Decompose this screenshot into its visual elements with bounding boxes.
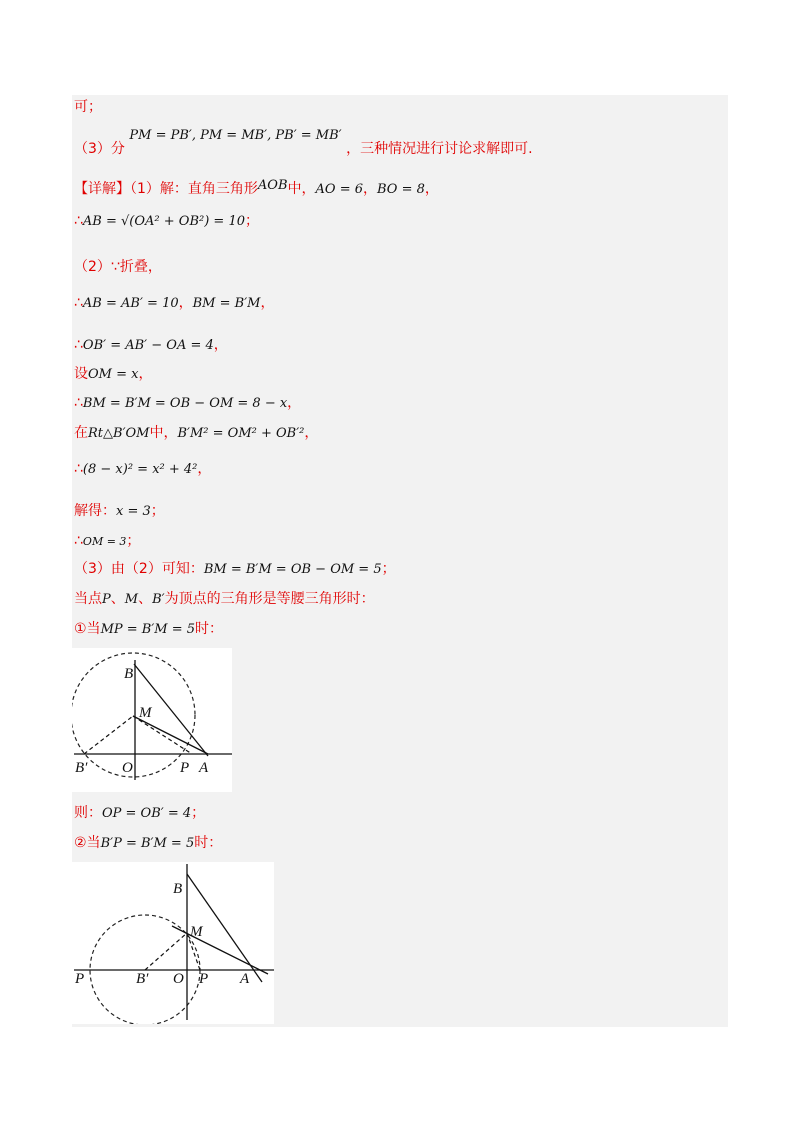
label-b-prime: B′ (75, 760, 88, 776)
line-15: 当点P、M、B′为顶点的三角形是等腰三角形时： (74, 591, 375, 607)
figure-1 (72, 648, 232, 792)
line-13: ∴OM = 3； (74, 533, 141, 549)
figure-2 (72, 862, 274, 1024)
line-18: ②当B′P = B′M = 5时： (74, 835, 223, 851)
label-p: P (199, 971, 209, 987)
line-9: ∴BM = B′M = OB − OM = 8 − x， (74, 395, 302, 411)
line-5: （2）∵折叠， (74, 259, 162, 275)
label-o: O (122, 760, 133, 776)
line-14: （3）由（2）可知：BM = B′M = OB − OM = 5； (74, 561, 396, 577)
segment-ma (133, 716, 208, 754)
line-4: ∴AB = √(OA² + OB²) = 10； (74, 213, 259, 229)
label-a: A (240, 971, 250, 987)
dashed-bpm (145, 933, 187, 970)
dashed-circle (72, 653, 195, 777)
label-p-left: P (75, 971, 85, 987)
label-b: B (124, 666, 134, 682)
line-2: （3）分 PM = PB′, PM = MB′, PB′ = MB′ ，三种情况进行讨论求解即可. (74, 128, 533, 157)
figure-2-svg (72, 862, 274, 1024)
math: PM = PB′, PM = MB′, PB′ = MB′ (129, 128, 342, 143)
line-10: 在Rt△B′OM中，B′M² = OM² + OB′²， (74, 425, 319, 441)
line-7: ∴OB′ = AB′ − OA = 4， (74, 337, 228, 353)
line-3: 【详解】（1）解：直角三角形AOB中，AO = 6，BO = 8， (74, 178, 439, 197)
figure-1-svg (72, 648, 232, 792)
label-m: M (139, 705, 152, 721)
line-11: ∴(8 − x)² = x² + 4²， (74, 461, 212, 477)
label-p: P (180, 760, 190, 776)
line-17: 则：OP = OB′ = 4； (74, 805, 206, 821)
dashed-bpm (84, 716, 133, 754)
label-a: A (199, 760, 209, 776)
label-o: O (173, 971, 184, 987)
dashed-mp (133, 716, 192, 754)
line-6: ∴AB = AB′ = 10，BM = B′M， (74, 295, 275, 311)
line-8: 设OM = x， (74, 366, 153, 382)
line-1: 可； (74, 99, 102, 115)
label-m: M (190, 924, 203, 940)
label-b-prime: B′ (136, 971, 149, 987)
label-b: B (173, 881, 183, 897)
line-12: 解得：x = 3； (74, 503, 165, 519)
line-16: ①当MP = B′M = 5时： (74, 621, 224, 637)
